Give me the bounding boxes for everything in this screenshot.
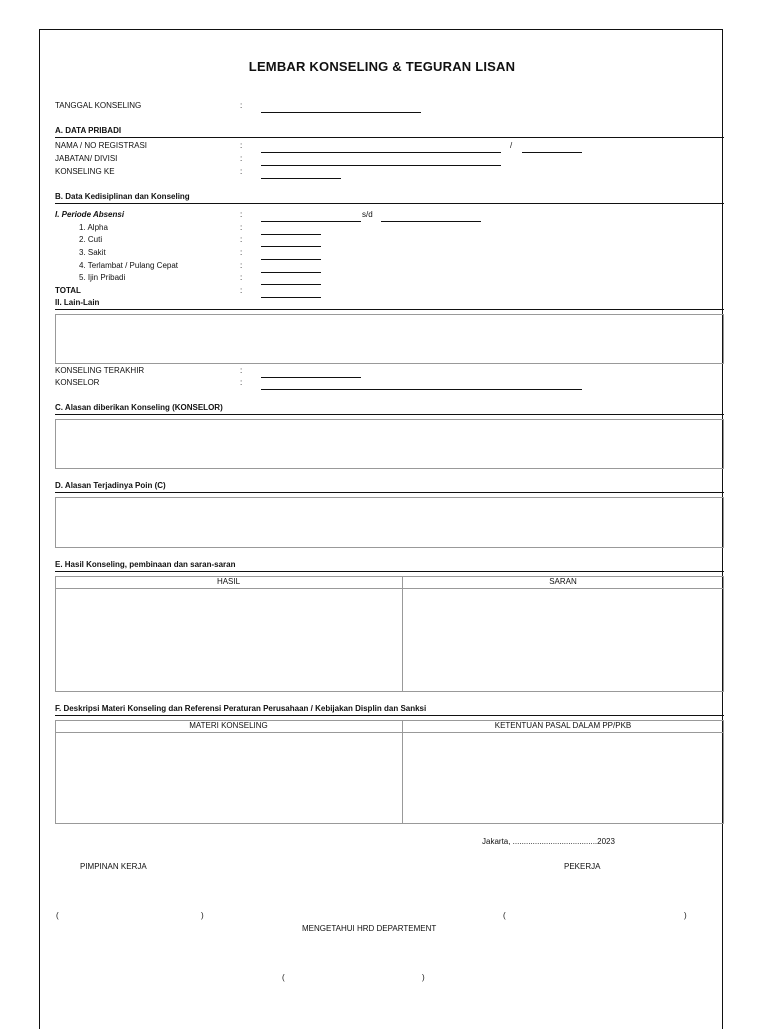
ijin-field[interactable] — [261, 284, 321, 285]
sakit-label: 3. Sakit — [79, 248, 106, 257]
tanggal-field[interactable] — [261, 112, 421, 113]
pekerja-label: PEKERJA — [564, 862, 601, 871]
alasan-poin-box[interactable] — [55, 497, 724, 548]
sakit-field[interactable] — [261, 259, 321, 260]
close-paren: ) — [684, 911, 687, 920]
colon: : — [240, 366, 243, 375]
slash: / — [510, 141, 513, 150]
colon: : — [240, 286, 243, 295]
colon: : — [240, 248, 243, 257]
section-f-heading: F. Deskripsi Materi Konseling dan Referensi Peraturan Perusahaan / Kebijakan Displin dan Sanksi — [55, 704, 427, 713]
section-b-heading: B. Data Kedisiplinan dan Konseling — [55, 192, 190, 201]
nama-label: NAMA / NO REGISTRASI — [55, 141, 148, 150]
periode-end-field[interactable] — [381, 221, 481, 222]
cuti-label: 2. Cuti — [79, 235, 103, 244]
section-divider — [55, 309, 724, 310]
saran-cell[interactable] — [403, 590, 723, 691]
terlambat-field[interactable] — [261, 272, 321, 273]
periode-start-field[interactable] — [261, 221, 361, 222]
form-title: LEMBAR KONSELING & TEGURAN LISAN — [248, 59, 516, 74]
no-registrasi-field[interactable] — [522, 152, 582, 153]
section-divider — [55, 571, 724, 572]
section-divider — [55, 492, 724, 493]
pimpinan-kerja-label: PIMPINAN KERJA — [80, 862, 147, 871]
open-paren: ( — [56, 911, 59, 920]
section-divider — [55, 414, 724, 415]
konseling-terakhir-label: KONSELING TERAKHIR — [55, 366, 145, 375]
close-paren: ) — [422, 973, 425, 982]
total-field[interactable] — [261, 297, 321, 298]
colon: : — [240, 273, 243, 282]
table-header-divider — [55, 732, 724, 733]
alpha-field[interactable] — [261, 234, 321, 235]
total-label: TOTAL — [55, 286, 81, 295]
lain-lain-box[interactable] — [55, 314, 724, 364]
section-divider — [55, 203, 724, 204]
tanggal-label: TANGGAL KONSELING — [55, 101, 142, 110]
hrd-label: MENGETAHUI HRD DEPARTEMENT — [302, 924, 437, 933]
place-date: Jakarta, ......................................2023 — [482, 837, 615, 846]
konseling-ke-label: KONSELING KE — [55, 167, 115, 176]
lain-lain-label: II. Lain-Lain — [55, 298, 100, 307]
section-divider — [55, 715, 724, 716]
alasan-konseling-box[interactable] — [55, 419, 724, 469]
form-page — [39, 29, 723, 1029]
alpha-label: 1. Alpha — [79, 223, 108, 232]
sd-label: s/d — [362, 210, 373, 219]
ketentuan-cell[interactable] — [403, 734, 723, 823]
materi-header: MATERI KONSELING — [189, 721, 268, 730]
hasil-header: HASIL — [216, 577, 241, 586]
jabatan-label: JABATAN/ DIVISI — [55, 154, 118, 163]
colon: : — [240, 378, 243, 387]
colon: : — [240, 141, 243, 150]
table-header-divider — [55, 588, 724, 589]
terlambat-label: 4. Terlambat / Pulang Cepat — [79, 261, 179, 270]
section-e-heading: E. Hasil Konseling, pembinaan dan saran-saran — [55, 560, 236, 569]
section-a-heading: A. DATA PRIBADI — [55, 126, 122, 135]
ketentuan-header: KETENTUAN PASAL DALAM PP/PKB — [494, 721, 632, 730]
colon: : — [240, 154, 243, 163]
saran-header: SARAN — [549, 577, 577, 586]
colon: : — [240, 167, 243, 176]
materi-cell[interactable] — [56, 734, 401, 823]
nama-field[interactable] — [261, 152, 501, 153]
ijin-label: 5. Ijin Pribadi — [79, 273, 126, 282]
colon: : — [240, 261, 243, 270]
hasil-cell[interactable] — [56, 590, 401, 691]
konseling-ke-field[interactable] — [261, 178, 341, 179]
close-paren: ) — [201, 911, 204, 920]
konselor-field[interactable] — [261, 389, 582, 390]
colon: : — [240, 101, 243, 110]
periode-label: I. Periode Absensi — [55, 210, 125, 219]
open-paren: ( — [503, 911, 506, 920]
section-c-heading: C. Alasan diberikan Konseling (KONSELOR) — [55, 403, 223, 412]
konseling-terakhir-field[interactable] — [261, 377, 361, 378]
section-divider — [55, 137, 724, 138]
open-paren: ( — [282, 973, 285, 982]
cuti-field[interactable] — [261, 246, 321, 247]
section-d-heading: D. Alasan Terjadinya Poin (C) — [55, 481, 166, 490]
colon: : — [240, 210, 243, 219]
colon: : — [240, 235, 243, 244]
konselor-label: KONSELOR — [55, 378, 100, 387]
jabatan-field[interactable] — [261, 165, 501, 166]
colon: : — [240, 223, 243, 232]
